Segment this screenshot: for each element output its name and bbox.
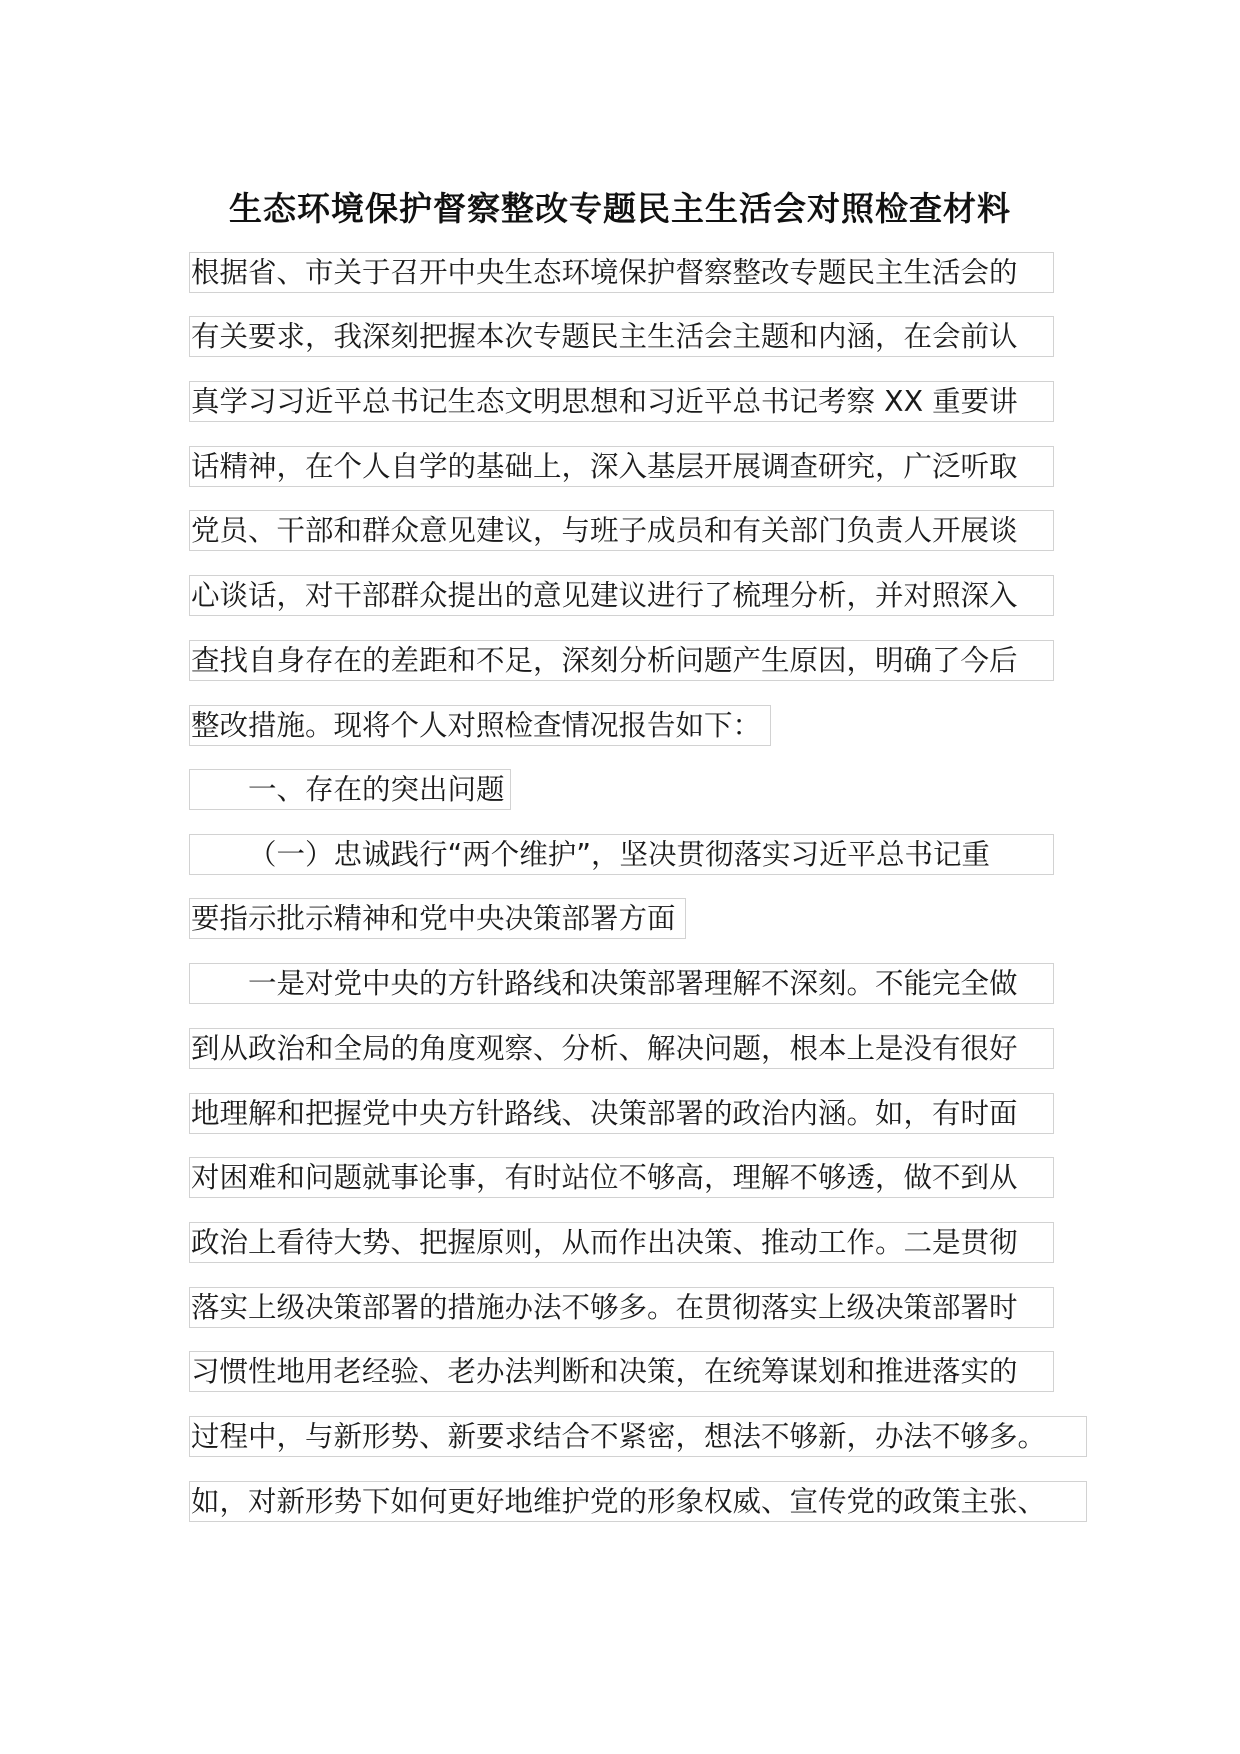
- subsection-heading-cont: 要指示批示精神和党中央决策部署方面: [189, 898, 686, 939]
- body-line: 对困难和问题就事论事，有时站位不够高，理解不够透，做不到从: [189, 1157, 1054, 1198]
- body-line: 根据省、市关于召开中央生态环境保护督察整改专题民主生活会的: [189, 252, 1054, 293]
- body-line: 政治上看待大势、把握原则，从而作出决策、推动工作。二是贯彻: [189, 1222, 1054, 1263]
- document-title: 生态环境保护督察整改专题民主生活会对照检查材料: [229, 189, 1011, 228]
- subsection-heading: （一）忠诚践行“两个维护”，坚决贯彻落实习近平总书记重: [189, 834, 1054, 875]
- body-line: 党员、干部和群众意见建议，与班子成员和有关部门负责人开展谈: [189, 510, 1054, 551]
- body-line: 一是对党中央的方针路线和决策部署理解不深刻。不能完全做: [189, 963, 1054, 1004]
- body-line: 有关要求，我深刻把握本次专题民主生活会主题和内涵，在会前认: [189, 316, 1054, 357]
- body-line: 话精神，在个人自学的基础上，深入基层开展调查研究，广泛听取: [189, 446, 1054, 487]
- body-line: 查找自身存在的差距和不足，深刻分析问题产生原因，明确了今后: [189, 640, 1054, 681]
- body-line: 整改措施。现将个人对照检查情况报告如下：: [189, 705, 771, 746]
- body-line: 习惯性地用老经验、老办法判断和决策，在统筹谋划和推进落实的: [189, 1351, 1054, 1392]
- body-line: 心谈话，对干部群众提出的意见建议进行了梳理分析，并对照深入: [189, 575, 1054, 616]
- body-line: 如，对新形势下如何更好地维护党的形象权威、宣传党的政策主张、: [189, 1481, 1087, 1522]
- body-line: 落实上级决策部署的措施办法不够多。在贯彻落实上级决策部署时: [189, 1287, 1054, 1328]
- body-line: 过程中，与新形势、新要求结合不紧密，想法不够新，办法不够多。: [189, 1416, 1087, 1457]
- section-heading: 一、存在的突出问题: [189, 769, 511, 810]
- body-line: 地理解和把握党中央方针路线、决策部署的政治内涵。如，有时面: [189, 1093, 1054, 1134]
- body-line: 真学习习近平总书记生态文明思想和习近平总书记考察 XX 重要讲: [189, 381, 1054, 422]
- body-line: 到从政治和全局的角度观察、分析、解决问题，根本上是没有很好: [189, 1028, 1054, 1069]
